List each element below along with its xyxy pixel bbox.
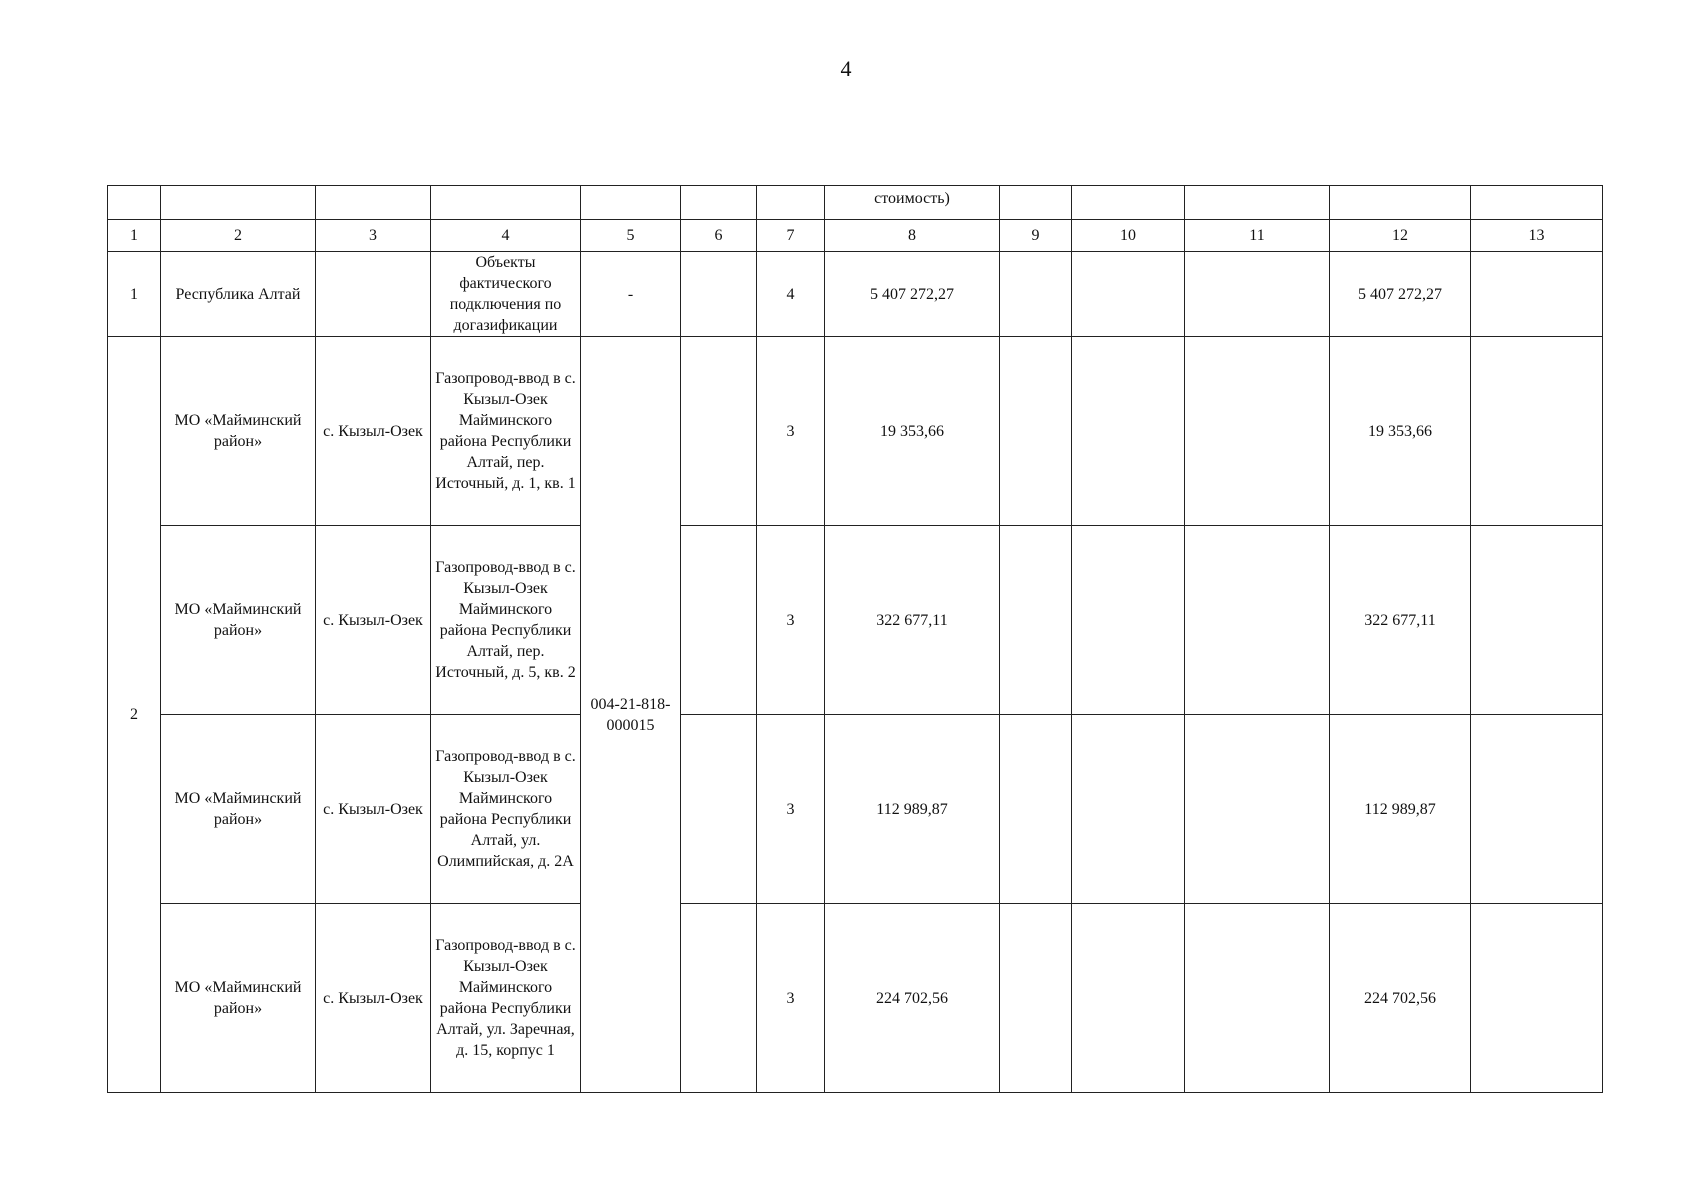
column-number: 2 <box>161 220 316 252</box>
object-cell: Газопровод-ввод в с. Кызыл-Озек Майминского района Республики Алтай, ул. Заречная, д. 15, корпус 1 <box>431 904 581 1093</box>
column-number: 8 <box>825 220 1000 252</box>
column-number: 5 <box>581 220 681 252</box>
table-row <box>108 337 1603 526</box>
col7-cell: 3 <box>757 715 825 904</box>
object-cell: Газопровод-ввод в с. Кызыл-Озек Майминского района Республики Алтай, пер. Источный, д. 1, кв. 1 <box>431 337 581 526</box>
municipality-cell: МО «Майминский район» <box>161 337 316 526</box>
settlement-cell: с. Кызыл-Озек <box>316 904 431 1093</box>
page-number: 4 <box>840 56 852 81</box>
table-row <box>108 252 1603 337</box>
total-cell: 112 989,87 <box>1330 715 1471 904</box>
total-cell: 322 677,11 <box>1330 526 1471 715</box>
table-row <box>108 715 1603 904</box>
code-cell: - <box>581 252 681 337</box>
column-number: 4 <box>431 220 581 252</box>
amount-cell: 5 407 272,27 <box>825 252 1000 337</box>
column-number: 3 <box>316 220 431 252</box>
header-continuation-row <box>108 186 1603 220</box>
row-number: 2 <box>108 337 161 1093</box>
object-cell: Газопровод-ввод в с. Кызыл-Озек Майминского района Республики Алтай, ул. Олимпийская, д. 2А <box>431 715 581 904</box>
header-cell-continuation: стоимость) <box>825 186 1000 220</box>
table-row <box>108 526 1603 715</box>
total-cell: 224 702,56 <box>1330 904 1471 1093</box>
amount-cell: 19 353,66 <box>825 337 1000 526</box>
code-cell: 004-21-818-000015 <box>581 337 681 1093</box>
total-cell: 19 353,66 <box>1330 337 1471 526</box>
data-table <box>107 185 1603 1093</box>
municipality-cell: МО «Майминский район» <box>161 904 316 1093</box>
amount-cell: 112 989,87 <box>825 715 1000 904</box>
column-number: 10 <box>1072 220 1185 252</box>
column-number: 11 <box>1185 220 1330 252</box>
object-cell: Объекты фактического подключения по догазификации <box>431 252 581 337</box>
column-number: 13 <box>1471 220 1603 252</box>
settlement-cell: с. Кызыл-Озек <box>316 337 431 526</box>
row-number: 1 <box>108 252 161 337</box>
col7-cell: 3 <box>757 337 825 526</box>
municipality-cell: МО «Майминский район» <box>161 526 316 715</box>
col7-cell: 3 <box>757 904 825 1093</box>
municipality-cell: Республика Алтай <box>161 252 316 337</box>
settlement-cell <box>316 252 431 337</box>
column-number: 6 <box>681 220 757 252</box>
column-number: 1 <box>108 220 161 252</box>
column-number: 7 <box>757 220 825 252</box>
column-number: 12 <box>1330 220 1471 252</box>
col6-cell <box>681 252 757 337</box>
settlement-cell: с. Кызыл-Озек <box>316 526 431 715</box>
total-cell: 5 407 272,27 <box>1330 252 1471 337</box>
column-number: 9 <box>1000 220 1072 252</box>
object-cell: Газопровод-ввод в с. Кызыл-Озек Майминского района Республики Алтай, пер. Источный, д. 5, кв. 2 <box>431 526 581 715</box>
column-number-row <box>108 220 1603 252</box>
amount-cell: 322 677,11 <box>825 526 1000 715</box>
col7-cell: 4 <box>757 252 825 337</box>
amount-cell: 224 702,56 <box>825 904 1000 1093</box>
municipality-cell: МО «Майминский район» <box>161 715 316 904</box>
table-row <box>108 904 1603 1093</box>
col7-cell: 3 <box>757 526 825 715</box>
settlement-cell: с. Кызыл-Озек <box>316 715 431 904</box>
